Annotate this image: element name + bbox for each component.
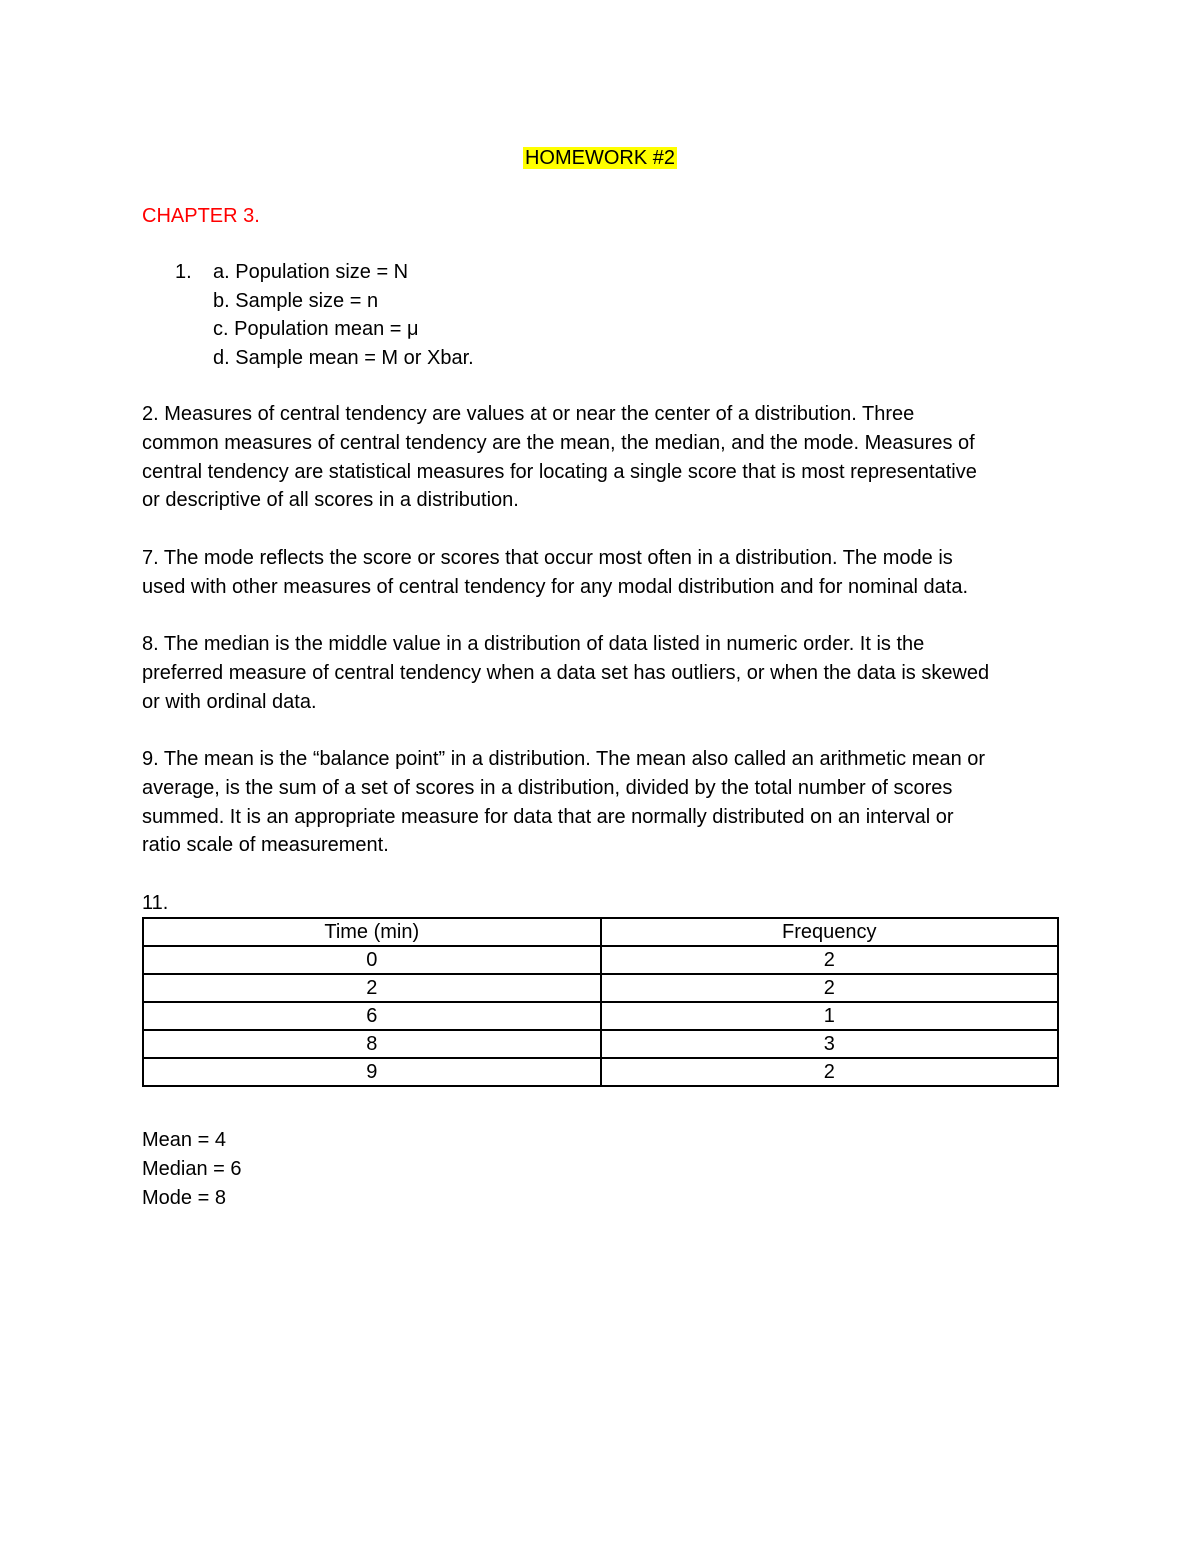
question-1-list <box>213 258 474 372</box>
question-7-paragraph <box>142 544 1072 602</box>
median-value: Median = 6 <box>142 1158 242 1180</box>
table-cell: 2 <box>601 946 1059 974</box>
table-row <box>143 1002 1058 1030</box>
title-highlight: HOMEWORK #2 <box>524 147 676 169</box>
table-row <box>143 974 1058 1002</box>
question-1-number: 1. <box>175 261 192 283</box>
table-row <box>143 1058 1058 1086</box>
table-header-row <box>143 918 1058 946</box>
paragraph-line: or descriptive of all scores in a distribution. <box>142 489 519 512</box>
table-cell: 9 <box>143 1058 601 1086</box>
table-cell: 3 <box>601 1030 1059 1058</box>
paragraph-line: central tendency are statistical measures for locating a single score that is most representative <box>142 460 977 483</box>
question-11-number: 11. <box>142 892 169 914</box>
paragraph-line: summed. It is an appropriate measure for data that are normally distributed on an interval or <box>142 805 954 828</box>
table-cell: 2 <box>143 974 601 1002</box>
mean-value: Mean = 4 <box>142 1129 226 1151</box>
question-2-paragraph <box>142 400 1072 515</box>
paragraph-line: 8. The median is the middle value in a distribution of data listed in numeric order. It is the <box>142 633 925 655</box>
list-item: a. Population size = N <box>213 261 409 283</box>
paragraph-line: average, is the sum of a set of scores in a distribution, divided by the total number of scores <box>142 776 953 799</box>
question-9-paragraph <box>142 745 1072 860</box>
table-cell: 2 <box>601 974 1059 1002</box>
page-title <box>0 144 1200 172</box>
table-row <box>143 1030 1058 1058</box>
column-header-frequency: Frequency <box>601 918 1059 946</box>
table-cell: 2 <box>601 1058 1059 1086</box>
table-cell: 1 <box>601 1002 1059 1030</box>
summary-statistics <box>142 1126 242 1213</box>
paragraph-line: preferred measure of central tendency when a data set has outliers, or when the data is skewed <box>142 661 990 684</box>
table-cell: 8 <box>143 1030 601 1058</box>
paragraph-line: 2. Measures of central tendency are values at or near the center of a distribution. Three <box>142 403 915 425</box>
paragraph-line: 7. The mode reflects the score or scores that occur most often in a distribution. The mode is <box>142 547 953 569</box>
list-item: d. Sample mean = M or Xbar. <box>213 346 474 369</box>
paragraph-line: or with ordinal data. <box>142 690 317 713</box>
mode-value: Mode = 8 <box>142 1187 226 1209</box>
question-8-paragraph <box>142 630 1072 716</box>
table-cell: 0 <box>143 946 601 974</box>
paragraph-line: common measures of central tendency are the mean, the median, and the mode. Measures of <box>142 431 975 454</box>
paragraph-line: ratio scale of measurement. <box>142 834 389 857</box>
chapter-heading: CHAPTER 3. <box>142 205 260 227</box>
paragraph-line: used with other measures of central tendency for any modal distribution and for nominal data. <box>142 575 969 598</box>
table-cell: 6 <box>143 1002 601 1030</box>
list-item: c. Population mean = μ <box>213 318 419 341</box>
list-item: b. Sample size = n <box>213 289 379 312</box>
table-row <box>143 946 1058 974</box>
column-header-time: Time (min) <box>143 918 601 946</box>
frequency-table <box>142 917 1059 1087</box>
paragraph-line: 9. The mean is the “balance point” in a distribution. The mean also called an arithmetic mean or <box>142 748 986 770</box>
